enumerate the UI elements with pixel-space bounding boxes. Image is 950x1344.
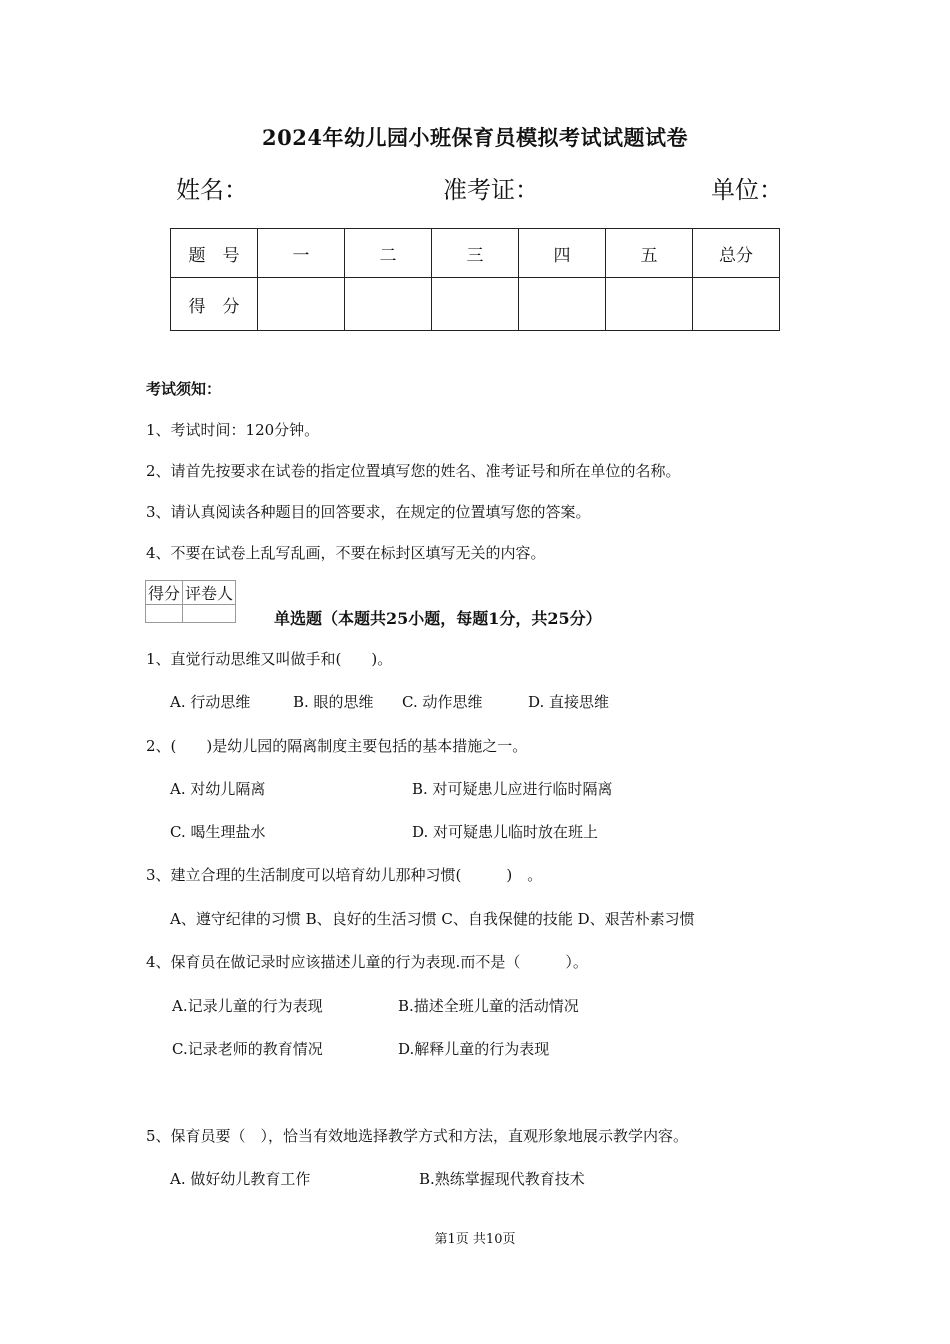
question-stem: 2、( )是幼儿园的隔离制度主要包括的基本措施之一。 <box>146 737 528 755</box>
score-input-cell <box>606 278 693 331</box>
note-item: 4、不要在试卷上乱写乱画，不要在标封区填写无关的内容。 <box>146 544 546 562</box>
note-item: 1、考试时间：120分钟。 <box>146 421 320 439</box>
score-table-score-row <box>171 278 780 331</box>
option: B.熟练掌握现代教育技术 <box>419 1170 585 1188</box>
grader-box <box>145 580 236 623</box>
score-table-cell: 三 <box>432 229 519 278</box>
option: D.解释儿童的行为表现 <box>398 1040 550 1058</box>
unit-field-label: 单位： <box>711 176 783 204</box>
exam-title: 2024年幼儿园小班保育员模拟考试试题试卷 <box>262 125 688 150</box>
grader-reviewer-label: 评卷人 <box>183 581 236 605</box>
question-stem: 1、直觉行动思维又叫做手和( )。 <box>146 650 393 668</box>
note-item: 3、请认真阅读各种题目的回答要求，在规定的位置填写您的答案。 <box>146 503 591 521</box>
note-item: 2、请首先按要求在试卷的指定位置填写您的姓名、准考证号和所在单位的名称。 <box>146 462 681 480</box>
score-table-cell: 总分 <box>693 229 780 278</box>
option: B. 眼的思维 <box>293 693 374 711</box>
score-table-cell: 五 <box>606 229 693 278</box>
option: D. 直接思维 <box>528 693 610 711</box>
score-table-cell: 得 分 <box>171 278 258 331</box>
option: A. 做好幼儿教育工作 <box>170 1170 311 1188</box>
score-input-cell <box>258 278 345 331</box>
option: A. 行动思维 <box>170 693 251 711</box>
option: B.描述全班儿童的活动情况 <box>398 997 579 1015</box>
grader-score-cell <box>146 605 183 623</box>
score-input-cell <box>693 278 780 331</box>
question-stem: 4、保育员在做记录时应该描述儿童的行为表现.而不是（ ）。 <box>146 953 588 971</box>
grader-score-label: 得分 <box>146 581 183 605</box>
grader-reviewer-cell <box>183 605 236 623</box>
option: D. 对可疑患儿临时放在班上 <box>412 823 599 841</box>
score-table-header-row <box>171 229 780 278</box>
score-table-cell: 一 <box>258 229 345 278</box>
score-input-cell <box>345 278 432 331</box>
score-table <box>170 228 780 331</box>
option: B. 对可疑患儿应进行临时隔离 <box>412 780 613 798</box>
option: C.记录老师的教育情况 <box>172 1040 323 1058</box>
score-table-cell: 四 <box>519 229 606 278</box>
notes-heading: 考试须知： <box>146 380 222 398</box>
option: A.记录儿童的行为表现 <box>172 997 323 1015</box>
exam-number-field-label: 准考证： <box>443 176 539 204</box>
name-field-label: 姓名： <box>176 176 248 204</box>
option: C. 动作思维 <box>402 693 483 711</box>
options-line: A、遵守纪律的习惯 B、良好的生活习惯 C、自我保健的技能 D、艰苦朴素习惯 <box>170 910 695 928</box>
section-title: 单选题（本题共25小题，每题1分，共25分） <box>274 609 602 628</box>
page-footer: 第1页 共10页 <box>434 1232 516 1247</box>
option: C. 喝生理盐水 <box>170 823 266 841</box>
option: A. 对幼儿隔离 <box>170 780 266 798</box>
question-stem: 5、保育员要（ ），恰当有效地选择教学方式和方法，直观形象地展示教学内容。 <box>146 1127 689 1145</box>
score-table-cell: 题 号 <box>171 229 258 278</box>
score-input-cell <box>519 278 606 331</box>
score-input-cell <box>432 278 519 331</box>
question-stem: 3、建立合理的生活制度可以培育幼儿那种习惯( ) 。 <box>146 866 543 884</box>
score-table-cell: 二 <box>345 229 432 278</box>
